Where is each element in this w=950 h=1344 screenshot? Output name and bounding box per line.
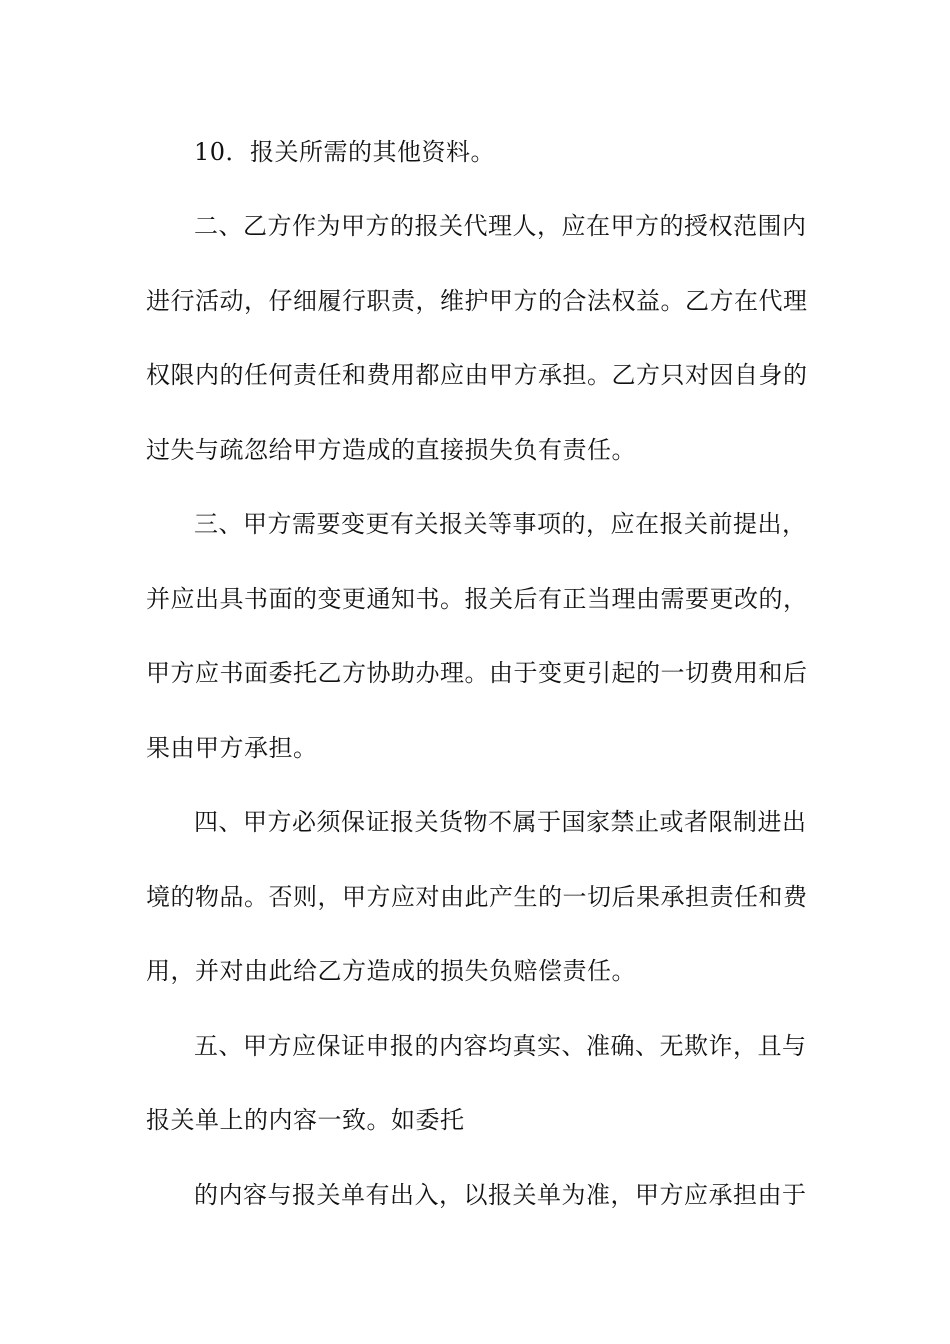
text-line: 境的物品。否则，甲方应对由此产生的一切后果承担责任和费: [146, 883, 808, 911]
text-line: 报关单上的内容一致。如委托: [146, 1106, 465, 1134]
text-line: 果由甲方承担。: [146, 734, 318, 762]
text-line: 权限内的任何责任和费用都应由甲方承担。乙方只对因自身的: [146, 361, 808, 389]
text-line-item-10: 10．报关所需的其他资料。: [194, 138, 496, 166]
text-line-clause-2: 二、乙方作为甲方的报关代理人，应在甲方的授权范围内: [194, 212, 807, 240]
text-line: 过失与疏忽给甲方造成的直接损失负有责任。: [146, 436, 636, 464]
text-line-clause-3: 三、甲方需要变更有关报关等事项的，应在报关前提出，: [194, 510, 807, 538]
text-line-clause-4: 四、甲方必须保证报关货物不属于国家禁止或者限制进出: [194, 808, 807, 836]
text-line: 用，并对由此给乙方造成的损失负赔偿责任。: [146, 957, 636, 985]
text-line-clause-5: 五、甲方应保证申报的内容均真实、准确、无欺诈，且与: [194, 1032, 807, 1060]
text-line: 甲方应书面委托乙方协助办理。由于变更引起的一切费用和后: [146, 659, 808, 687]
text-line: 并应出具书面的变更通知书。报关后有正当理由需要更改的，: [146, 585, 808, 613]
text-line: 的内容与报关单有出入，以报关单为准，甲方应承担由于: [194, 1181, 807, 1209]
text-line: 进行活动，仔细履行职责，维护甲方的合法权益。乙方在代理: [146, 287, 808, 315]
